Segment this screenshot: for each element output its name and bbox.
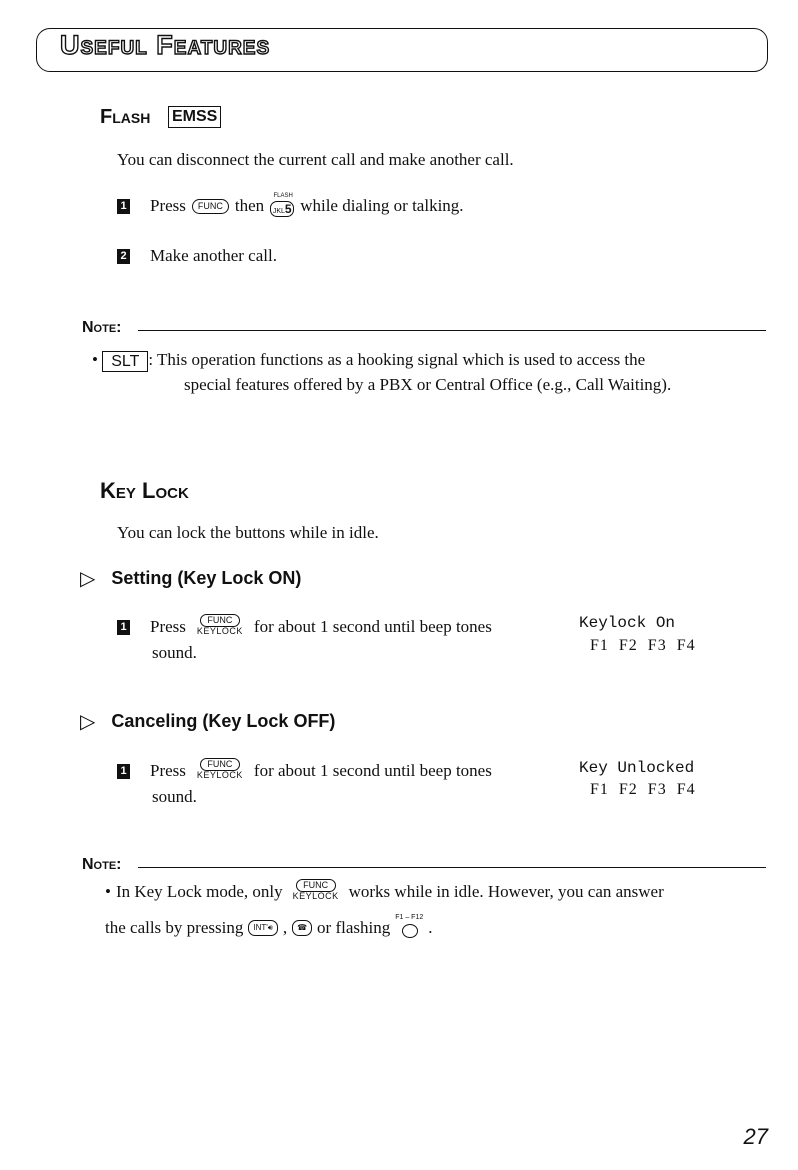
- func-key-icon: FUNC: [192, 199, 229, 214]
- flash-note: • SLT : This operation functions as a hooking signal which is used to access the: [92, 350, 646, 370]
- step-number: 1: [117, 764, 130, 779]
- divider: [138, 867, 766, 868]
- page-number: 27: [743, 1124, 768, 1149]
- slt-badge: SLT: [102, 351, 148, 372]
- lcd-display-line-2: F1 F2 F3 F4: [590, 781, 696, 798]
- key-lock-heading: Key Lock: [100, 478, 189, 503]
- func-keylock-key-icon: FUNC KEYLOCK: [196, 759, 243, 780]
- talk-key-icon: ☎︎: [292, 920, 312, 936]
- func-keylock-key-icon: FUNC KEYLOCK: [292, 880, 339, 901]
- flash-intro: You can disconnect the current call and make another call.: [117, 150, 514, 169]
- canceling-step-1: 1 Press FUNC KEYLOCK for about 1 second until beep tones: [117, 758, 492, 784]
- triangle-right-icon: ▷: [80, 709, 96, 733]
- section-title: Useful Features: [60, 30, 271, 60]
- step-number: 1: [117, 620, 130, 635]
- flash-step-1: 1 Press FUNC then FLASH JKL5 while dialing or talking.: [117, 193, 464, 219]
- triangle-right-icon: ▷: [80, 566, 96, 590]
- note-label: Note:: [82, 319, 122, 336]
- canceling-step-1-line2: sound.: [152, 787, 197, 806]
- setting-step-1: 1 Press FUNC KEYLOCK for about 1 second until beep tones: [117, 614, 492, 640]
- lcd-display-line-1: Keylock On: [579, 614, 676, 632]
- lcd-display-line-1: Key Unlocked: [579, 759, 695, 777]
- setting-subheading: ▷ Setting (Key Lock ON): [80, 566, 302, 590]
- key-lock-note-line2: the calls by pressing INT'🔊︎ , ☎︎ or flashing F1 – F12 .: [105, 914, 432, 942]
- note-label: Note:: [82, 856, 122, 873]
- step-number: 2: [117, 249, 130, 264]
- key-lock-note-line1: • In Key Lock mode, only FUNC KEYLOCK works while in idle. However, you can answer: [105, 879, 664, 905]
- flashing-led-icon: F1 – F12: [395, 914, 423, 942]
- flash-heading: Flash: [100, 106, 151, 128]
- flash-step-2: 2 Make another call.: [117, 246, 277, 266]
- intercom-key-icon: INT'🔊︎: [248, 920, 277, 936]
- step-number: 1: [117, 199, 130, 214]
- emss-badge: EMSS: [168, 106, 221, 128]
- flash-note-line2: special features offered by a PBX or Central Office (e.g., Call Waiting).: [184, 375, 672, 394]
- divider: [138, 330, 766, 331]
- canceling-subheading: ▷ Canceling (Key Lock OFF): [80, 709, 336, 733]
- func-keylock-key-icon: FUNC KEYLOCK: [196, 615, 243, 636]
- setting-step-1-line2: sound.: [152, 643, 197, 662]
- flash-key-icon: FLASH JKL5: [270, 193, 294, 219]
- lcd-display-line-2: F1 F2 F3 F4: [590, 637, 696, 654]
- key-lock-intro: You can lock the buttons while in idle.: [117, 523, 379, 542]
